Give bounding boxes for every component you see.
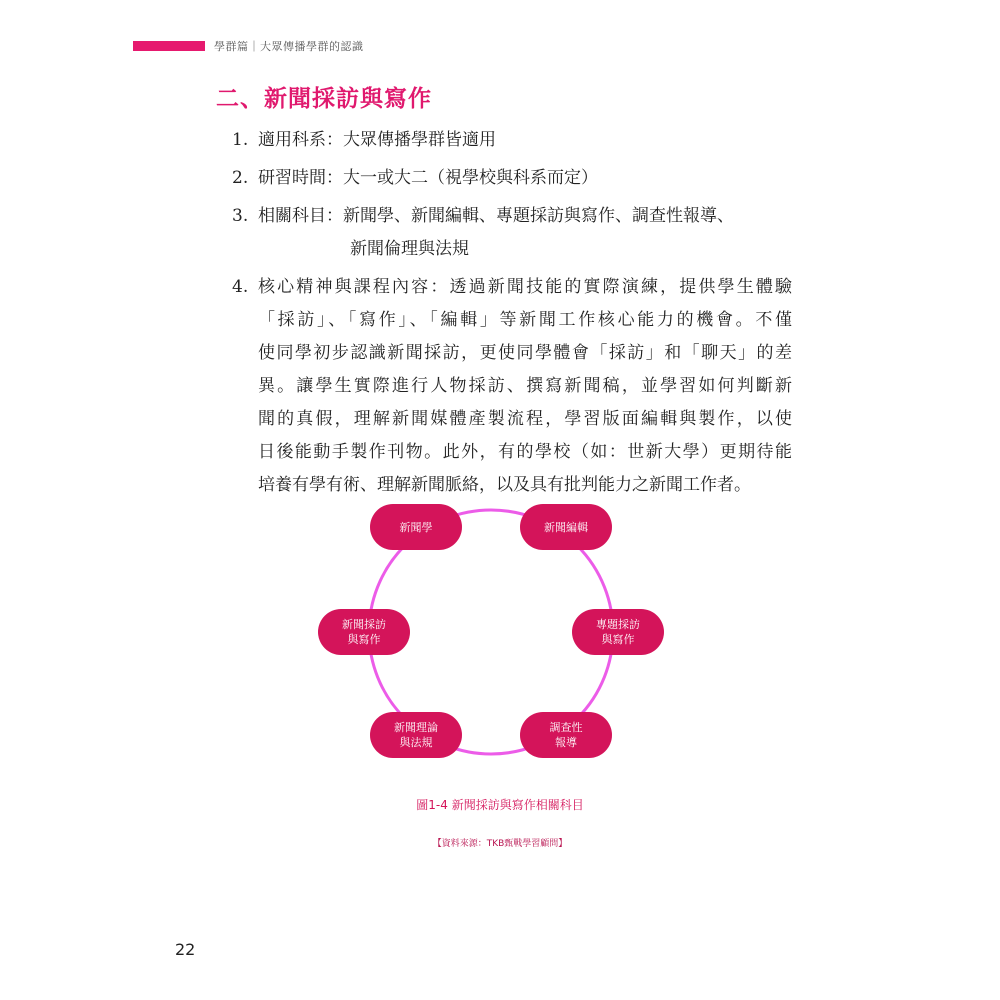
list-item xyxy=(232,162,792,195)
node-news-reporting-writing: 新聞採訪 與寫作 xyxy=(318,609,410,655)
item-text-continuation: 新聞倫理與法規 xyxy=(350,239,469,259)
running-header: 學群篇｜大眾傳播學群的認識 xyxy=(214,40,364,53)
paragraph-line: 核心精神與課程內容：透過新聞技能的實際演練，提供學生體驗 xyxy=(258,277,792,297)
list-item xyxy=(232,124,792,157)
paragraph-line: 培養有學有術、理解新聞脈絡，以及具有批判能力之新聞工作者。 xyxy=(258,475,751,495)
figure-caption: 圖1-4 新聞採訪與寫作相關科目 xyxy=(416,798,584,812)
info-list xyxy=(232,124,792,507)
paragraph-line: 使同學初步認識新聞採訪，更使同學體會「採訪」和「聊天」的差 xyxy=(258,343,792,363)
list-item xyxy=(232,200,792,266)
paragraph-line: 日後能動手製作刊物。此外，有的學校（如：世新大學）更期待能 xyxy=(258,442,792,462)
node-investigative-reporting: 調查性 報導 xyxy=(520,712,612,758)
paragraph-line: 聞的真假，理解新聞媒體產製流程，學習版面編輯與製作，以使 xyxy=(258,409,792,429)
page-number: 22 xyxy=(175,940,196,959)
item-text: 研習時間：大一或大二（視學校與科系而定） xyxy=(258,168,598,188)
item-number: 1. xyxy=(232,130,249,150)
node-news-editing: 新聞編輯 xyxy=(520,504,612,550)
node-journalism: 新聞學 xyxy=(370,504,462,550)
node-feature-reporting-writing: 專題採訪 與寫作 xyxy=(572,609,664,655)
paragraph-line: 「採訪」、「寫作」、「編輯」等新聞工作核心能力的機會。不僅 xyxy=(258,310,792,330)
item-text: 適用科系：大眾傳播學群皆適用 xyxy=(258,130,496,150)
paragraph-line: 異。讓學生實際進行人物採訪、撰寫新聞稿，並學習如何判斷新 xyxy=(258,376,792,396)
section-title: 二、新聞採訪與寫作 xyxy=(216,86,432,112)
node-news-theory-law: 新聞理論 與法規 xyxy=(370,712,462,758)
list-item xyxy=(232,271,792,502)
header-accent-bar xyxy=(133,41,205,51)
item-number: 4. xyxy=(232,277,249,297)
figure-source: 【資料來源：TKB甄戰學習顧問】 xyxy=(432,839,568,849)
item-text: 相關科目：新聞學、新聞編輯、專題採訪與寫作、調查性報導、 xyxy=(258,206,734,226)
item-number: 3. xyxy=(232,206,249,226)
item-number: 2. xyxy=(232,168,249,188)
